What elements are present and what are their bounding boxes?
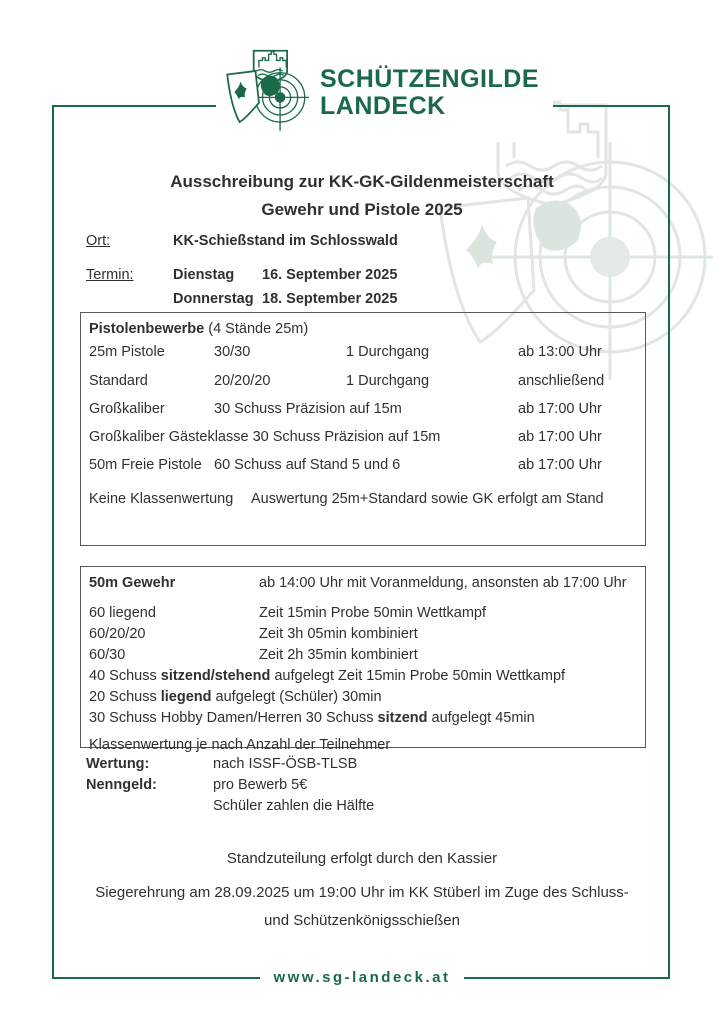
pistol-table-header xyxy=(89,321,637,341)
nenngeld-label: Nenngeld: xyxy=(86,777,157,793)
rifle-events-table xyxy=(80,566,646,753)
table-row: 60/30 Zeit 2h 35min kombiniert xyxy=(89,647,418,663)
termin-day-2: Donnerstag xyxy=(173,291,254,307)
pistol-table-title: Pistolenbewerbe xyxy=(89,321,205,337)
table-row: 20 Schuss liegend aufgelegt (Schüler) 30min xyxy=(89,689,382,705)
nenngeld-extra: Schüler zahlen die Hälfte xyxy=(213,798,375,814)
table-row: 25m Pistole 30/30 1 Durchgang ab 13:00 Uhr xyxy=(89,344,602,360)
wertung-value: nach ISSF-ÖSB-TLSB xyxy=(213,756,358,772)
table-row: 60/20/20 Zeit 3h 05min kombiniert xyxy=(89,626,418,642)
table-row: 40 Schuss sitzend/stehend aufgelegt Zeit 15min Probe 50min Wettkampf xyxy=(89,668,566,684)
footer-website-line xyxy=(52,969,672,986)
title-line-2: Gewehr und Pistole 2025 xyxy=(261,200,463,219)
termin-date-1: 16. September 2025 xyxy=(262,267,398,283)
club-name-line-2: LANDECK xyxy=(320,92,446,120)
termin-label: Termin: xyxy=(86,267,134,283)
award-ceremony-line-2: und Schützenkönigsschießen xyxy=(264,912,460,929)
rifle-table-title: 50m Gewehr xyxy=(89,575,176,591)
pistol-table-note: Keine Klassenwertung Auswertung 25m+Standard sowie GK erfolgt am Stand xyxy=(89,491,604,507)
rifle-table-title-info: ab 14:00 Uhr mit Voranmeldung, ansonsten ab 17:00 Uhr xyxy=(259,575,627,591)
table-row: Großkaliber 30 Schuss Präzision auf 15m ab 17:00 Uhr xyxy=(89,401,602,417)
club-name-line-1: SCHÜTZENGILDE xyxy=(320,65,539,93)
nenngeld-value: pro Bewerb 5€ xyxy=(213,777,308,793)
ort-value: KK-Schießstand im Schlosswald xyxy=(173,233,398,249)
stand-assignment-note: Standzuteilung erfolgt durch den Kassier xyxy=(226,850,498,867)
rifle-table-header xyxy=(89,575,637,595)
title-line-1: Ausschreibung zur KK-GK-Gildenmeisterschaft xyxy=(170,172,554,191)
website-url: www.sg-landeck.at xyxy=(260,969,465,986)
termin-date-2: 18. September 2025 xyxy=(262,291,398,307)
document-title xyxy=(52,168,672,224)
pistol-table-title-suffix: (4 Stände 25m) xyxy=(204,321,309,337)
table-row: 30 Schuss Hobby Damen/Herren 30 Schuss sitzend aufgelegt 45min xyxy=(89,710,535,726)
table-row: Standard 20/20/20 1 Durchgang anschließend xyxy=(89,373,605,389)
pistol-events-table xyxy=(80,312,646,546)
award-ceremony-line-1: Siegerehrung am 28.09.2025 um 19:00 Uhr im KK Stüberl im Zuge des Schluss- xyxy=(95,884,629,901)
ort-label: Ort: xyxy=(86,233,111,249)
table-row: Großkaliber Gästeklasse 30 Schuss Präzision auf 15m ab 17:00 Uhr xyxy=(89,429,602,445)
termin-day-1: Dienstag xyxy=(173,267,235,283)
table-row: 60 liegend Zeit 15min Probe 50min Wettkampf xyxy=(89,605,486,621)
rifle-table-note: Klassenwertung je nach Anzahl der Teilnehmer xyxy=(89,737,391,753)
wertung-label: Wertung: xyxy=(86,756,150,772)
table-row: 50m Freie Pistole 60 Schuss auf Stand 5 und 6 ab 17:00 Uhr xyxy=(89,457,602,473)
